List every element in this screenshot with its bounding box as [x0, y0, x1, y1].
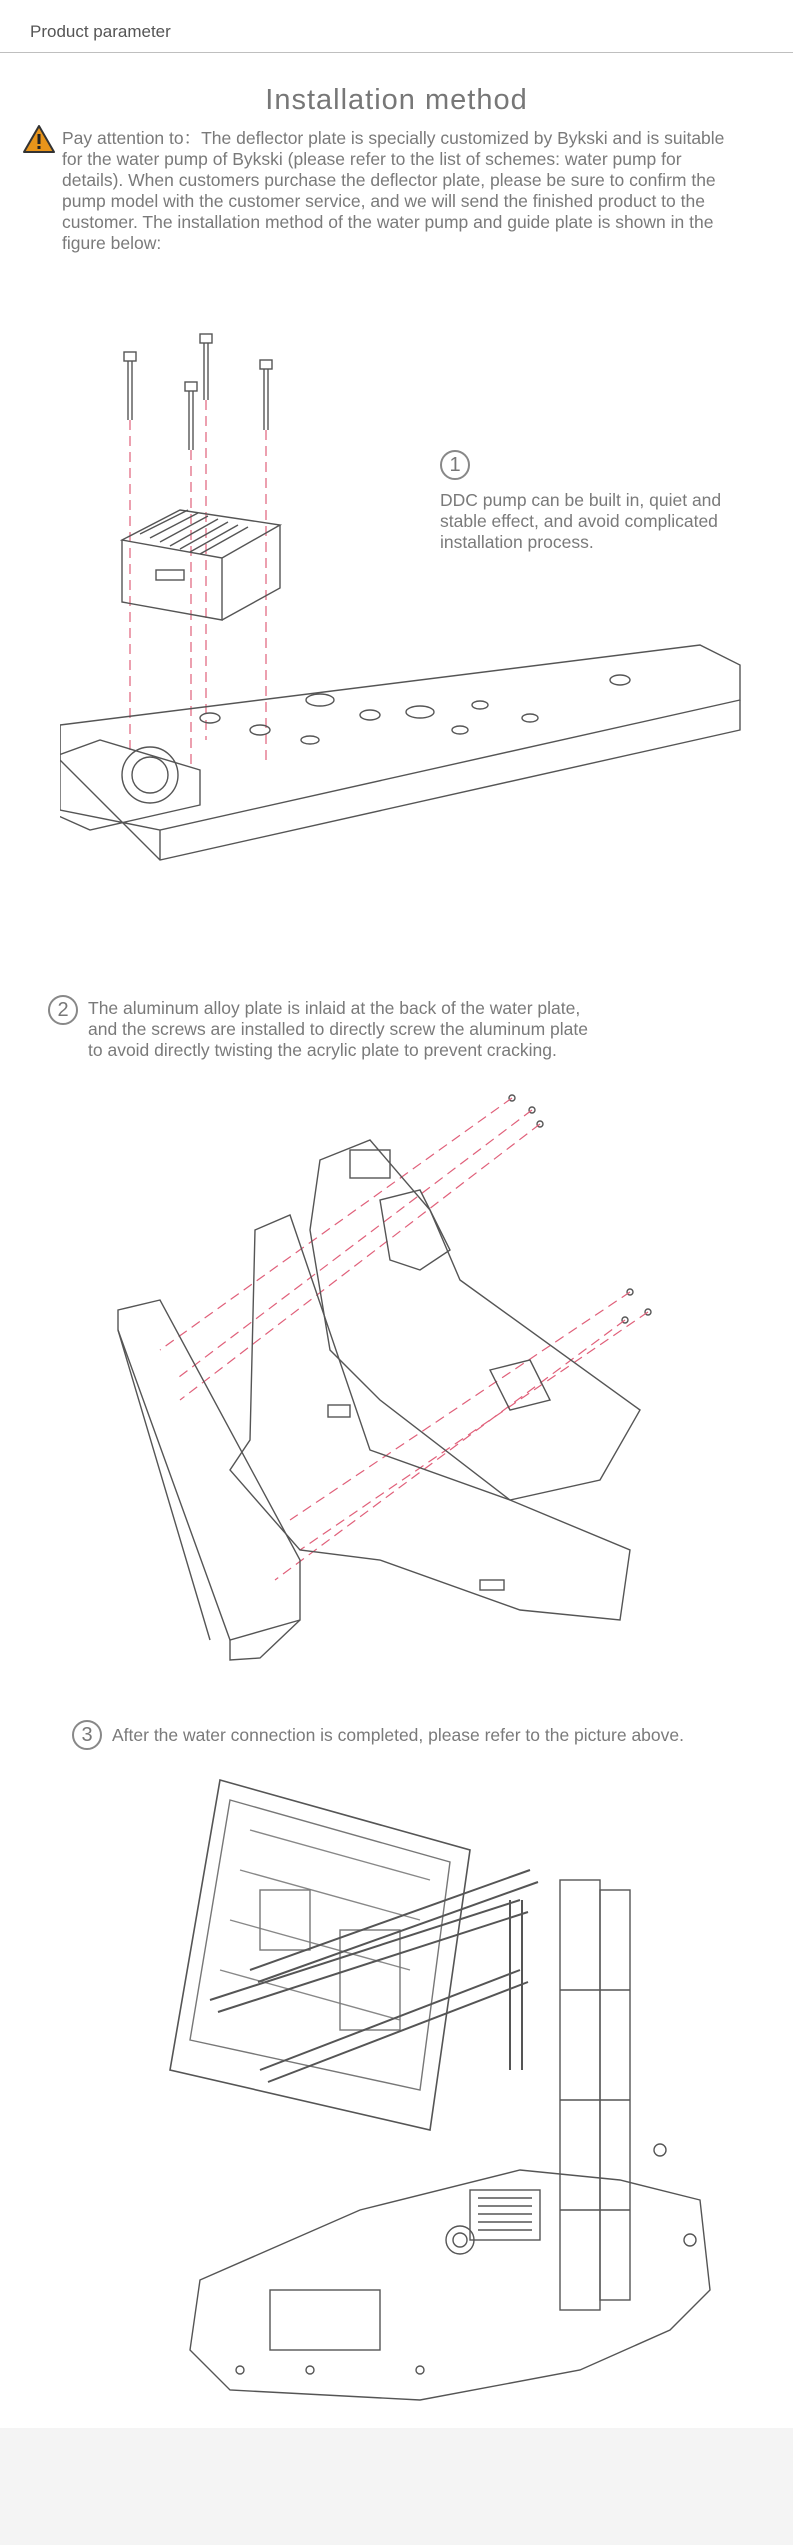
deflector-plate	[60, 645, 740, 860]
step-1-line: stable effect, and avoid complicated	[440, 511, 718, 531]
figure-assembled-system	[100, 1770, 720, 2410]
notice-line: for the water pump of Bykski (please refer to the list of schemes: water pump for	[62, 149, 682, 169]
page-footer	[0, 2428, 793, 2545]
header-title: Product parameter	[30, 22, 171, 41]
step-1-line: DDC pump can be built in, quiet and	[440, 490, 722, 510]
notice-line: Pay attention to：The deflector plate is specially customized by Bykski and is suitable	[62, 128, 725, 148]
pump-block	[470, 2190, 540, 2240]
section-title: Installation method	[265, 84, 528, 116]
step-2-line: The aluminum alloy plate is inlaid at the back of the water plate,	[88, 998, 581, 1018]
water-tubes	[210, 1870, 538, 2082]
notice-line: customer. The installation method of the water pump and guide plate is shown in the	[62, 212, 714, 232]
motherboard	[170, 1780, 470, 2130]
screw-set	[124, 334, 272, 450]
warning-icon	[22, 124, 56, 154]
step-1-text	[440, 490, 770, 553]
step-3-number: 3	[72, 1720, 102, 1750]
step-2-text	[88, 998, 778, 1061]
ddc-pump	[122, 510, 280, 620]
step-3-text	[112, 1725, 782, 1746]
step-2-line: to avoid directly twisting the acrylic plate to prevent cracking.	[88, 1040, 557, 1060]
step-2-number: 2	[48, 995, 78, 1025]
notice-line: figure below:	[62, 233, 162, 253]
step-1-number: 1	[440, 450, 470, 480]
figure-aluminum-plate	[100, 1080, 660, 1680]
notice-line: details). When customers purchase the deflector plate, please be sure to confirm the	[62, 170, 716, 190]
acrylic-plate	[310, 1140, 640, 1500]
step-1-line: installation process.	[440, 532, 594, 552]
screw-set	[509, 1095, 651, 1323]
step-3-line: After the water connection is completed, please refer to the picture above.	[112, 1725, 684, 1745]
aluminum-plate	[230, 1215, 630, 1620]
radiator	[560, 1880, 630, 2310]
figure-pump-plate	[60, 320, 760, 880]
notice-line: pump model with the customer service, and we will send the finished product to the	[62, 191, 705, 211]
mounting-plate	[190, 2170, 710, 2400]
page-header	[0, 0, 793, 53]
notice-text	[62, 128, 782, 254]
step-2-line: and the screws are installed to directly screw the aluminum plate	[88, 1019, 588, 1039]
